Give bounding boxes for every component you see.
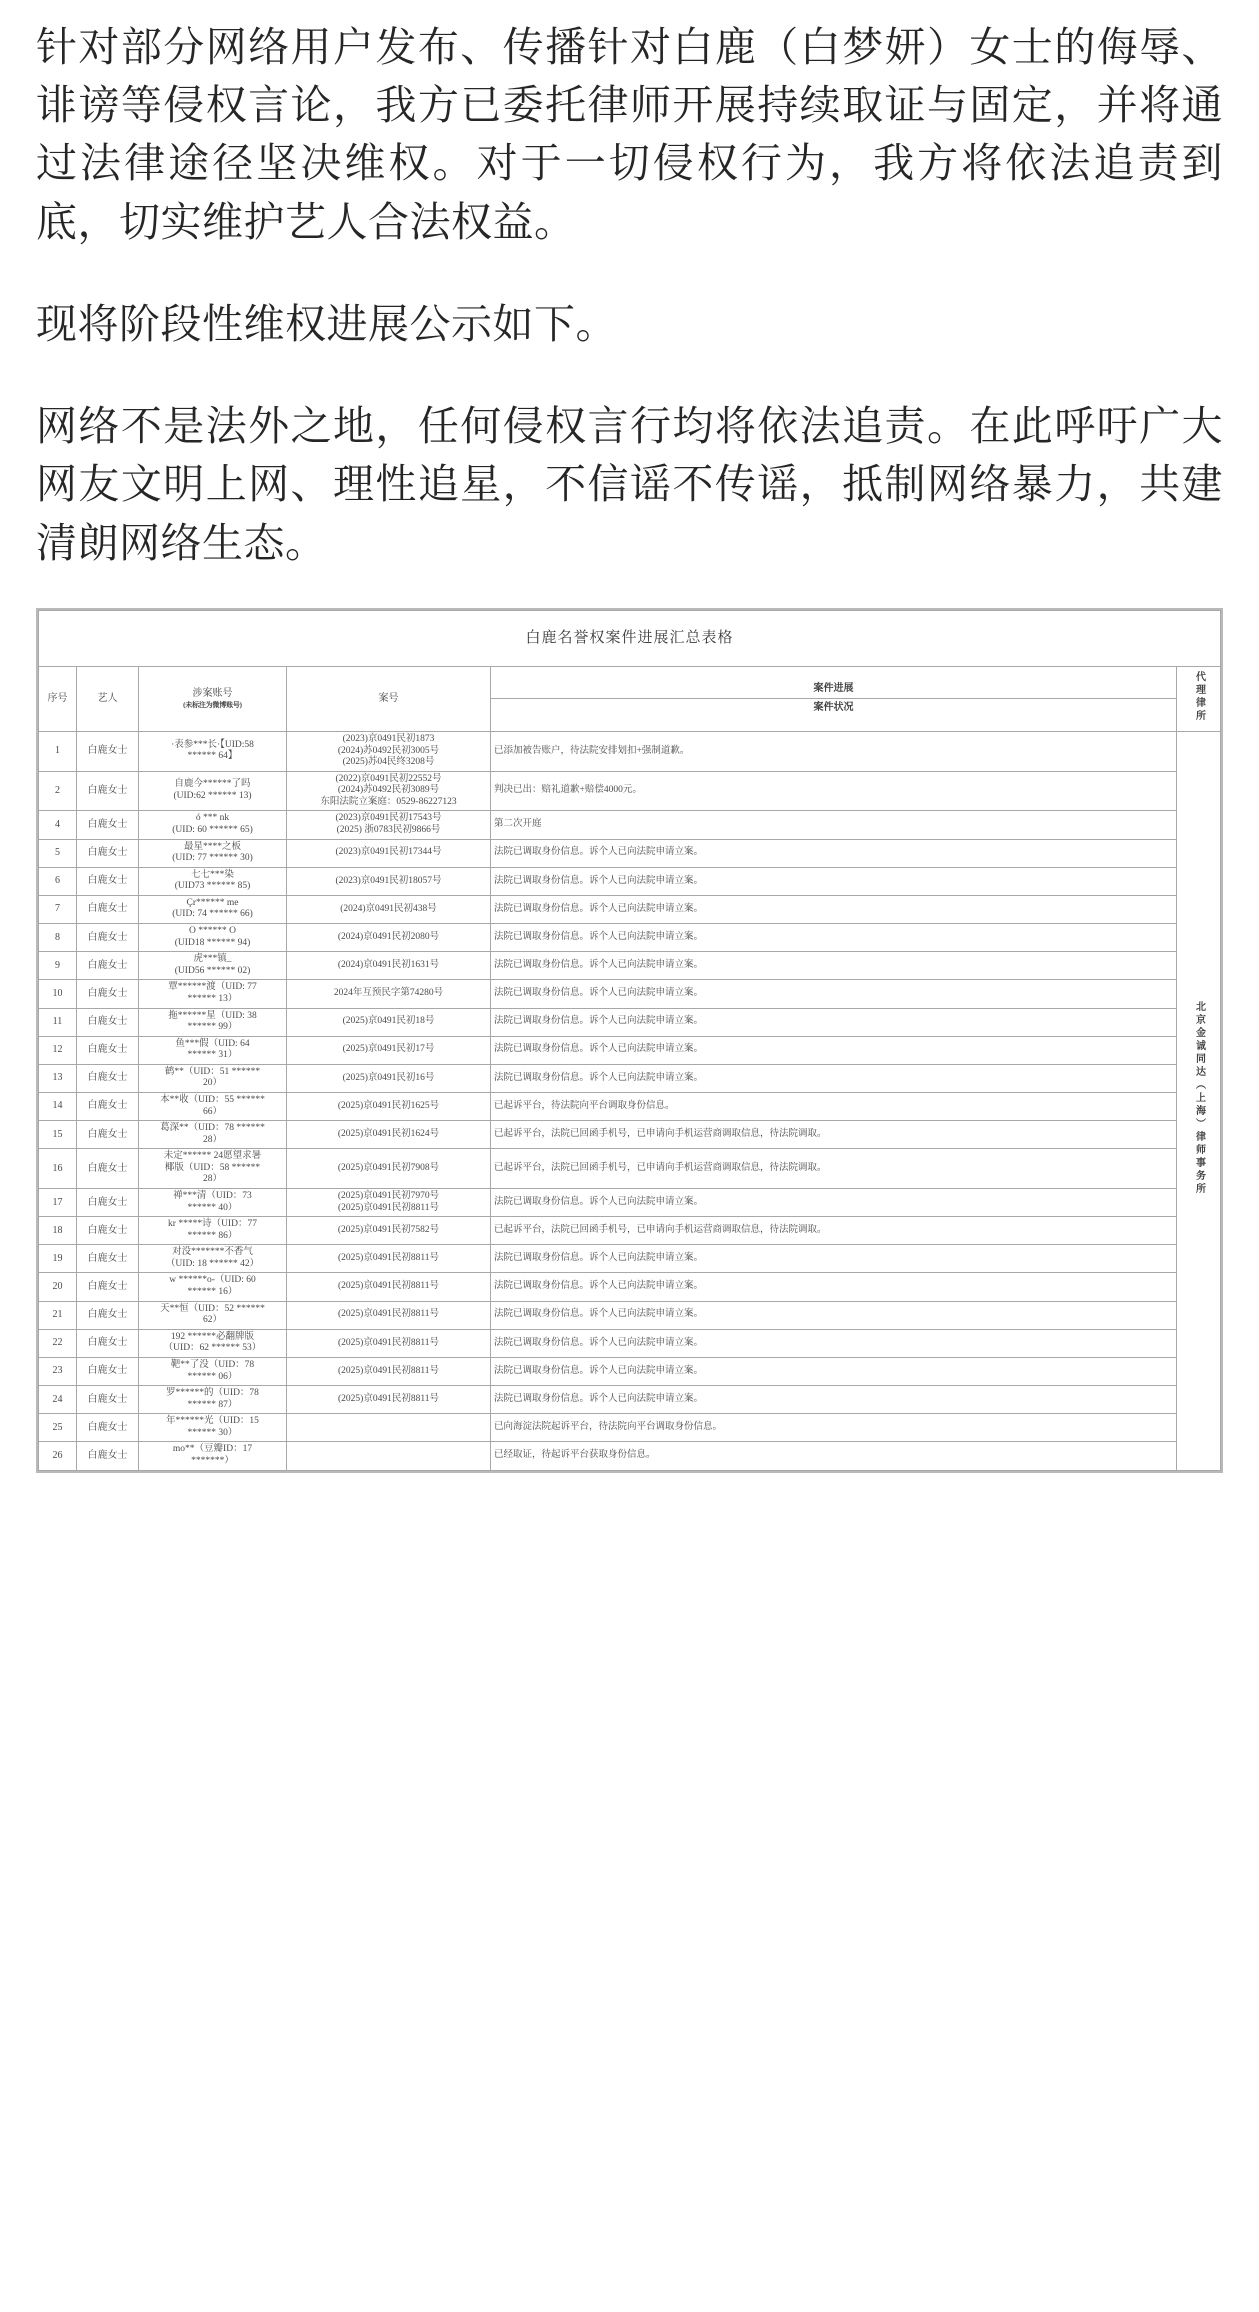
cell-no: 1 xyxy=(39,731,77,771)
table-row xyxy=(39,839,1221,867)
cell-account: 覃******渡（UID: 77 ****** 13） xyxy=(139,980,287,1008)
header-no: 序号 xyxy=(39,666,77,731)
cell-case-no xyxy=(287,1442,491,1470)
cell-no: 25 xyxy=(39,1414,77,1442)
cell-no: 20 xyxy=(39,1273,77,1301)
cell-case-no: (2024)京0491民初1631号 xyxy=(287,952,491,980)
header-firm-label: 代理律所 xyxy=(1193,670,1205,723)
cell-no: 24 xyxy=(39,1386,77,1414)
cell-progress: 法院已调取身份信息。诉个人已向法院申请立案。 xyxy=(491,1386,1177,1414)
cell-artist: 白鹿女士 xyxy=(77,771,139,811)
table-title-row xyxy=(39,610,1221,666)
cell-account: ó *** nk (UID: 60 ****** 65) xyxy=(139,811,287,839)
cell-no: 18 xyxy=(39,1217,77,1245)
cell-progress: 法院已调取身份信息。诉个人已向法院申请立案。 xyxy=(491,1245,1177,1273)
table-row xyxy=(39,952,1221,980)
cell-no: 26 xyxy=(39,1442,77,1470)
cell-account: 葛深**（UID：78 ****** 28） xyxy=(139,1121,287,1149)
cell-no: 17 xyxy=(39,1189,77,1217)
cell-progress: 已添加被告账户，待法院安排划扣+强制道歉。 xyxy=(491,731,1177,771)
cell-case-no: (2024)京0491民初438号 xyxy=(287,895,491,923)
cell-artist: 白鹿女士 xyxy=(77,1121,139,1149)
table-row xyxy=(39,771,1221,811)
cell-case-no: (2023)京0491民初18057号 xyxy=(287,867,491,895)
cell-case-no: (2022)京0491民初22552号 (2024)苏0492民初3089号 东阳法院立案庭：0529-86227123 xyxy=(287,771,491,811)
cell-artist: 白鹿女士 xyxy=(77,1245,139,1273)
cell-no: 5 xyxy=(39,839,77,867)
table-row xyxy=(39,1064,1221,1092)
header-progress-bottom: 案件状况 xyxy=(813,702,854,714)
cell-progress: 法院已调取身份信息。诉个人已向法院申请立案。 xyxy=(491,895,1177,923)
cell-artist: 白鹿女士 xyxy=(77,1189,139,1217)
cell-artist: 白鹿女士 xyxy=(77,952,139,980)
cell-progress: 法院已调取身份信息。诉个人已向法院申请立案。 xyxy=(491,924,1177,952)
table-row xyxy=(39,867,1221,895)
cell-no: 21 xyxy=(39,1301,77,1329)
cell-artist: 白鹿女士 xyxy=(77,1149,139,1189)
cell-no: 14 xyxy=(39,1092,77,1120)
cell-account: 192 ******必翻牌版 （UID：62 ****** 53） xyxy=(139,1329,287,1357)
cell-artist: 白鹿女士 xyxy=(77,1273,139,1301)
table-row xyxy=(39,1357,1221,1385)
cell-progress: 已起诉平台，待法院向平台调取身份信息。 xyxy=(491,1092,1177,1120)
cell-case-no: (2024)京0491民初2080号 xyxy=(287,924,491,952)
table-row xyxy=(39,1386,1221,1414)
header-case-no: 案号 xyxy=(287,666,491,731)
weibo-post-body xyxy=(0,0,1259,572)
cell-case-no: (2023)京0491民初17543号 (2025) 浙0783民初9866号 xyxy=(287,811,491,839)
cell-no: 2 xyxy=(39,771,77,811)
paragraph-3: 网络不是法外之地，任何侵权言行均将依法追责。在此呼吁广大网友文明上网、理性追星，不信谣不传谣，抵制网络暴力，共建清朗网络生态。 xyxy=(36,403,1223,566)
table-row xyxy=(39,1329,1221,1357)
table-row xyxy=(39,1092,1221,1120)
header-account-sub: (未标注为微博账号) xyxy=(183,700,242,709)
cell-artist: 白鹿女士 xyxy=(77,1301,139,1329)
cell-progress: 法院已调取身份信息。诉个人已向法院申请立案。 xyxy=(491,1036,1177,1064)
table-row xyxy=(39,731,1221,771)
table-row xyxy=(39,1414,1221,1442)
cell-progress: 已起诉平台，法院已回函手机号，已申请向手机运营商调取信息，待法院调取。 xyxy=(491,1217,1177,1245)
cell-artist: 白鹿女士 xyxy=(77,1064,139,1092)
cell-case-no: (2023)京0491民初17344号 xyxy=(287,839,491,867)
cell-case-no: (2025)京0491民初8811号 xyxy=(287,1245,491,1273)
cell-case-no xyxy=(287,1414,491,1442)
cell-account: 年******光（UID：15 ****** 30） xyxy=(139,1414,287,1442)
cell-case-no: (2025)京0491民初16号 xyxy=(287,1064,491,1092)
cell-artist: 白鹿女士 xyxy=(77,1357,139,1385)
cell-account: 拖******星（UID: 38 ****** 99） xyxy=(139,1008,287,1036)
header-account xyxy=(139,666,287,731)
cell-artist: 白鹿女士 xyxy=(77,867,139,895)
table-row xyxy=(39,1008,1221,1036)
cell-account: Çr****** me (UID: 74 ****** 66) xyxy=(139,895,287,923)
cell-artist: 白鹿女士 xyxy=(77,1442,139,1470)
cell-progress: 法院已调取身份信息。诉个人已向法院申请立案。 xyxy=(491,867,1177,895)
cell-artist: 白鹿女士 xyxy=(77,1329,139,1357)
header-account-main: 涉案账号 xyxy=(192,688,233,700)
cell-account: 七七***染 (UID73 ****** 85) xyxy=(139,867,287,895)
cell-progress: 已起诉平台，法院已回函手机号，已申请向手机运营商调取信息，待法院调取。 xyxy=(491,1121,1177,1149)
cell-artist: 白鹿女士 xyxy=(77,1036,139,1064)
cell-progress: 已起诉平台，法院已回函手机号，已申请向手机运营商调取信息，待法院调取。 xyxy=(491,1149,1177,1189)
cell-no: 22 xyxy=(39,1329,77,1357)
cell-progress: 法院已调取身份信息。诉个人已向法院申请立案。 xyxy=(491,1189,1177,1217)
table-row xyxy=(39,1149,1221,1189)
cell-no: 8 xyxy=(39,924,77,952)
cell-case-no: (2025)京0491民初7582号 xyxy=(287,1217,491,1245)
header-progress xyxy=(491,666,1177,731)
cell-case-no: (2025)京0491民初8811号 xyxy=(287,1386,491,1414)
cell-account: 天**恒（UID：52 ****** 62） xyxy=(139,1301,287,1329)
table-row xyxy=(39,1217,1221,1245)
cell-no: 10 xyxy=(39,980,77,1008)
cell-no: 7 xyxy=(39,895,77,923)
table-row xyxy=(39,1036,1221,1064)
header-firm xyxy=(1176,666,1220,731)
cell-case-no: (2025)京0491民初1625号 xyxy=(287,1092,491,1120)
table-row xyxy=(39,1189,1221,1217)
table-row xyxy=(39,924,1221,952)
cell-case-no: (2025)京0491民初8811号 xyxy=(287,1273,491,1301)
cell-artist: 白鹿女士 xyxy=(77,1414,139,1442)
cell-progress: 法院已调取身份信息。诉个人已向法院申请立案。 xyxy=(491,980,1177,1008)
header-artist: 艺人 xyxy=(77,666,139,731)
table-row xyxy=(39,1121,1221,1149)
cell-no: 23 xyxy=(39,1357,77,1385)
cell-progress: 法院已调取身份信息。诉个人已向法院申请立案。 xyxy=(491,839,1177,867)
cell-account: 鱼***假（UID: 64 ****** 31） xyxy=(139,1036,287,1064)
cell-progress: 法院已调取身份信息。诉个人已向法院申请立案。 xyxy=(491,1329,1177,1357)
table-row xyxy=(39,811,1221,839)
cell-no: 11 xyxy=(39,1008,77,1036)
cell-no: 16 xyxy=(39,1149,77,1189)
header-progress-top: 案件进展 xyxy=(491,680,1176,699)
cell-no: 9 xyxy=(39,952,77,980)
cell-account: O ****** O (UID18 ****** 94) xyxy=(139,924,287,952)
paragraph-2: 现将阶段性维权进展公示如下。 xyxy=(36,300,617,347)
cell-case-no: (2025)京0491民初7970号 (2025)京0491民初8811号 xyxy=(287,1189,491,1217)
cell-progress: 法院已调取身份信息。诉个人已向法院申请立案。 xyxy=(491,1064,1177,1092)
cell-case-no: (2023)京0491民初1873 (2024)苏0492民初3005号 (2025)苏04民终3208号 xyxy=(287,731,491,771)
cell-artist: 白鹿女士 xyxy=(77,924,139,952)
cell-progress: 法院已调取身份信息。诉个人已向法院申请立案。 xyxy=(491,1273,1177,1301)
table-row xyxy=(39,895,1221,923)
cell-case-no: (2025)京0491民初8811号 xyxy=(287,1301,491,1329)
cell-artist: 白鹿女士 xyxy=(77,811,139,839)
table-row xyxy=(39,1442,1221,1470)
cell-no: 4 xyxy=(39,811,77,839)
cell-progress: 法院已调取身份信息。诉个人已向法院申请立案。 xyxy=(491,1008,1177,1036)
paragraph-1: 针对部分网络用户发布、传播针对白鹿（白梦妍）女士的侮辱、诽谤等侵权言论，我方已委托律师开展持续取证与固定，并将通过法律途径坚决维权。对于一切侵权行为，我方将依法追责到底，切实维护艺人合法权益。 xyxy=(36,24,1223,245)
cell-law-firm xyxy=(1176,731,1220,1470)
cell-progress: 判决已出：赔礼道歉+赔偿4000元。 xyxy=(491,771,1177,811)
cell-progress: 已向海淀法院起诉平台，待法院向平台调取身份信息。 xyxy=(491,1414,1177,1442)
cell-case-no: 2024年互预民字第74280号 xyxy=(287,980,491,1008)
cell-no: 13 xyxy=(39,1064,77,1092)
cell-account: w ******o-（UID: 60 ****** 16） xyxy=(139,1273,287,1301)
cell-account: ·表参***长·【UID:58 ****** 64】 xyxy=(139,731,287,771)
cell-artist: 白鹿女士 xyxy=(77,839,139,867)
cell-no: 12 xyxy=(39,1036,77,1064)
cell-account: 虎***镇_ (UID56 ****** 02) xyxy=(139,952,287,980)
cell-case-no: (2025)京0491民初8811号 xyxy=(287,1357,491,1385)
cell-no: 19 xyxy=(39,1245,77,1273)
cell-artist: 白鹿女士 xyxy=(77,1217,139,1245)
cell-account: 最星****之板 (UID: 77 ****** 30) xyxy=(139,839,287,867)
cell-case-no: (2025)京0491民初7908号 xyxy=(287,1149,491,1189)
cell-progress: 法院已调取身份信息。诉个人已向法院申请立案。 xyxy=(491,1357,1177,1385)
cell-progress: 第二次开庭 xyxy=(491,811,1177,839)
table-title: 白鹿名誉权案件进展汇总表格 xyxy=(39,610,1221,666)
table-row xyxy=(39,1301,1221,1329)
cell-no: 15 xyxy=(39,1121,77,1149)
cell-artist: 白鹿女士 xyxy=(77,1008,139,1036)
case-summary-table xyxy=(38,610,1221,1471)
cell-case-no: (2025)京0491民初8811号 xyxy=(287,1329,491,1357)
cell-artist: 白鹿女士 xyxy=(77,895,139,923)
cell-no: 6 xyxy=(39,867,77,895)
cell-account: 本**收（UID：55 ****** 66） xyxy=(139,1092,287,1120)
cell-case-no: (2025)京0491民初17号 xyxy=(287,1036,491,1064)
cell-case-no: (2025)京0491民初1624号 xyxy=(287,1121,491,1149)
cell-artist: 白鹿女士 xyxy=(77,980,139,1008)
cell-account: 自鹿今******了吗 (UID:62 ****** 13) xyxy=(139,771,287,811)
cell-artist: 白鹿女士 xyxy=(77,1386,139,1414)
case-summary-table-image xyxy=(36,608,1223,1473)
cell-account: 靶**了没（UID：78 ****** 06） xyxy=(139,1357,287,1385)
table-row xyxy=(39,1273,1221,1301)
table-header-row xyxy=(39,666,1221,731)
cell-account: 罗******的（UID：78 ****** 87） xyxy=(139,1386,287,1414)
table-row xyxy=(39,980,1221,1008)
table-row xyxy=(39,1245,1221,1273)
cell-account: 鹤**（UID：51 ****** 20） xyxy=(139,1064,287,1092)
cell-account: 禅***清（UID：73 ****** 40） xyxy=(139,1189,287,1217)
cell-artist: 白鹿女士 xyxy=(77,1092,139,1120)
cell-account: 未定****** 24愿望求暑 椰版（UID：58 ****** 28） xyxy=(139,1149,287,1189)
cell-progress: 法院已调取身份信息。诉个人已向法院申请立案。 xyxy=(491,952,1177,980)
cell-account: mo**（豆瓣ID：17 *******） xyxy=(139,1442,287,1470)
cell-progress: 已经取证，待起诉平台获取身份信息。 xyxy=(491,1442,1177,1470)
cell-case-no: (2025)京0491民初18号 xyxy=(287,1008,491,1036)
cell-account: 对没*******不香气 （UID: 18 ****** 42） xyxy=(139,1245,287,1273)
cell-account: kr *****诗（UID：77 ****** 86） xyxy=(139,1217,287,1245)
law-firm-label: 北京金诚同达（上海）律师事务所 xyxy=(1193,1000,1205,1196)
cell-progress: 法院已调取身份信息。诉个人已向法院申请立案。 xyxy=(491,1301,1177,1329)
cell-artist: 白鹿女士 xyxy=(77,731,139,771)
